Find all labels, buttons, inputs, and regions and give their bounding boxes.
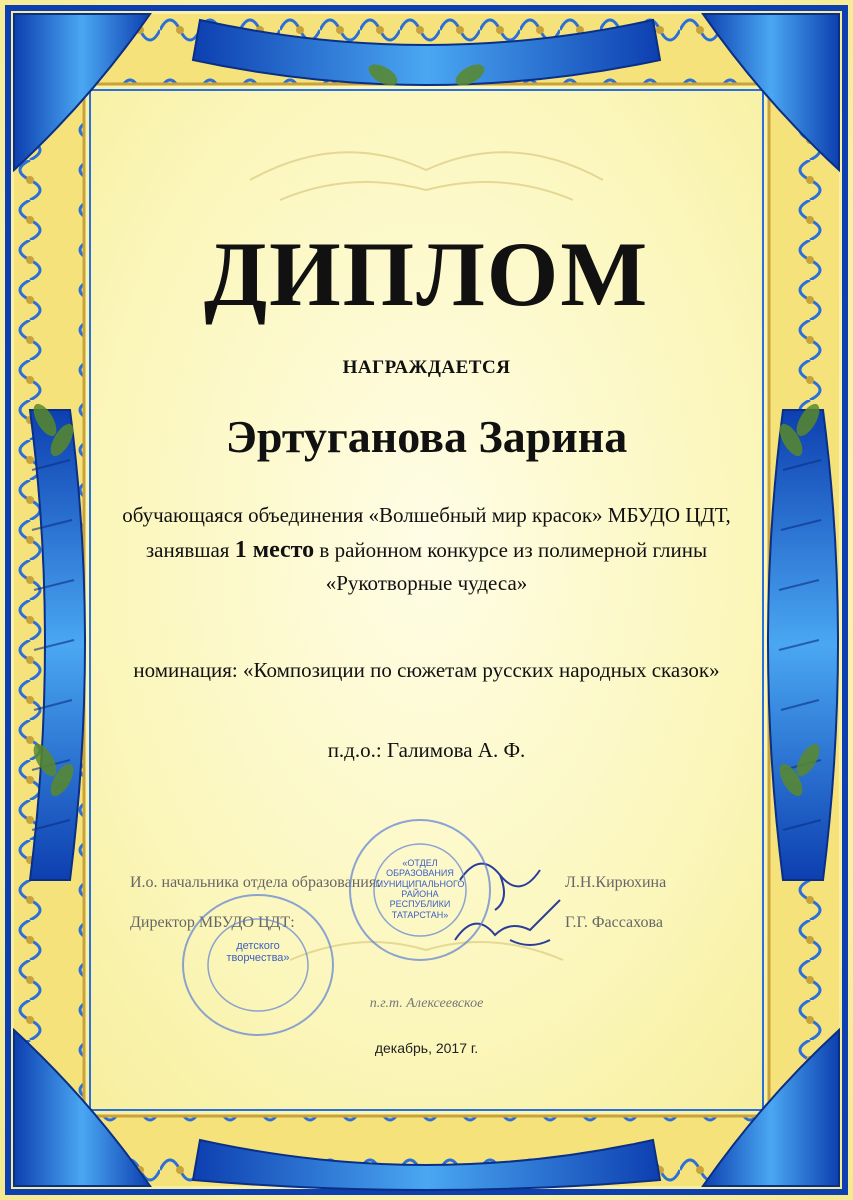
recipient-name: Эртуганова Зарина (225, 411, 628, 462)
signature-name-1: Л.Н.Кирюхина (565, 874, 667, 891)
left-stamp (178, 890, 338, 1040)
left-stamp-text: детского творчества» (226, 940, 290, 964)
signature-name-2: Г.Г. Фассахова (565, 914, 663, 931)
diploma-title: ДИПЛОМ (203, 223, 650, 325)
description-part2: в районном конкурсе из полимерной глины «Рукотворные чудеса» (319, 537, 708, 595)
teacher: п.д.о.: Галимова А. Ф. (327, 738, 526, 762)
award-description (120, 500, 733, 599)
place-of-issue: п.г.т. Алексеевское (369, 996, 484, 1011)
place-value: 1 место (234, 536, 315, 563)
awarded-label: НАГРАЖДАЕТСЯ (342, 357, 511, 378)
right-stamp-text: «ОТДЕЛ ОБРАЗОВАНИЯ МУНИЦИПАЛЬНОГО РАЙОНА РЕСПУБЛИКИ ТАТАРСТАН» (375, 858, 465, 920)
nomination: номинация: «Композиции по сюжетам русских народных сказок» (133, 658, 720, 682)
issue-date: декабрь, 2017 г. (374, 1040, 479, 1056)
signature-role-2: Директор МБУДО ЦДТ: (130, 914, 295, 931)
signature-role-1: И.о. начальника отдела образования: (130, 874, 381, 891)
description-part1: обучающаяся объединения «Волшебный мир красок» МБУДО ЦДТ, занявшая (122, 503, 731, 562)
